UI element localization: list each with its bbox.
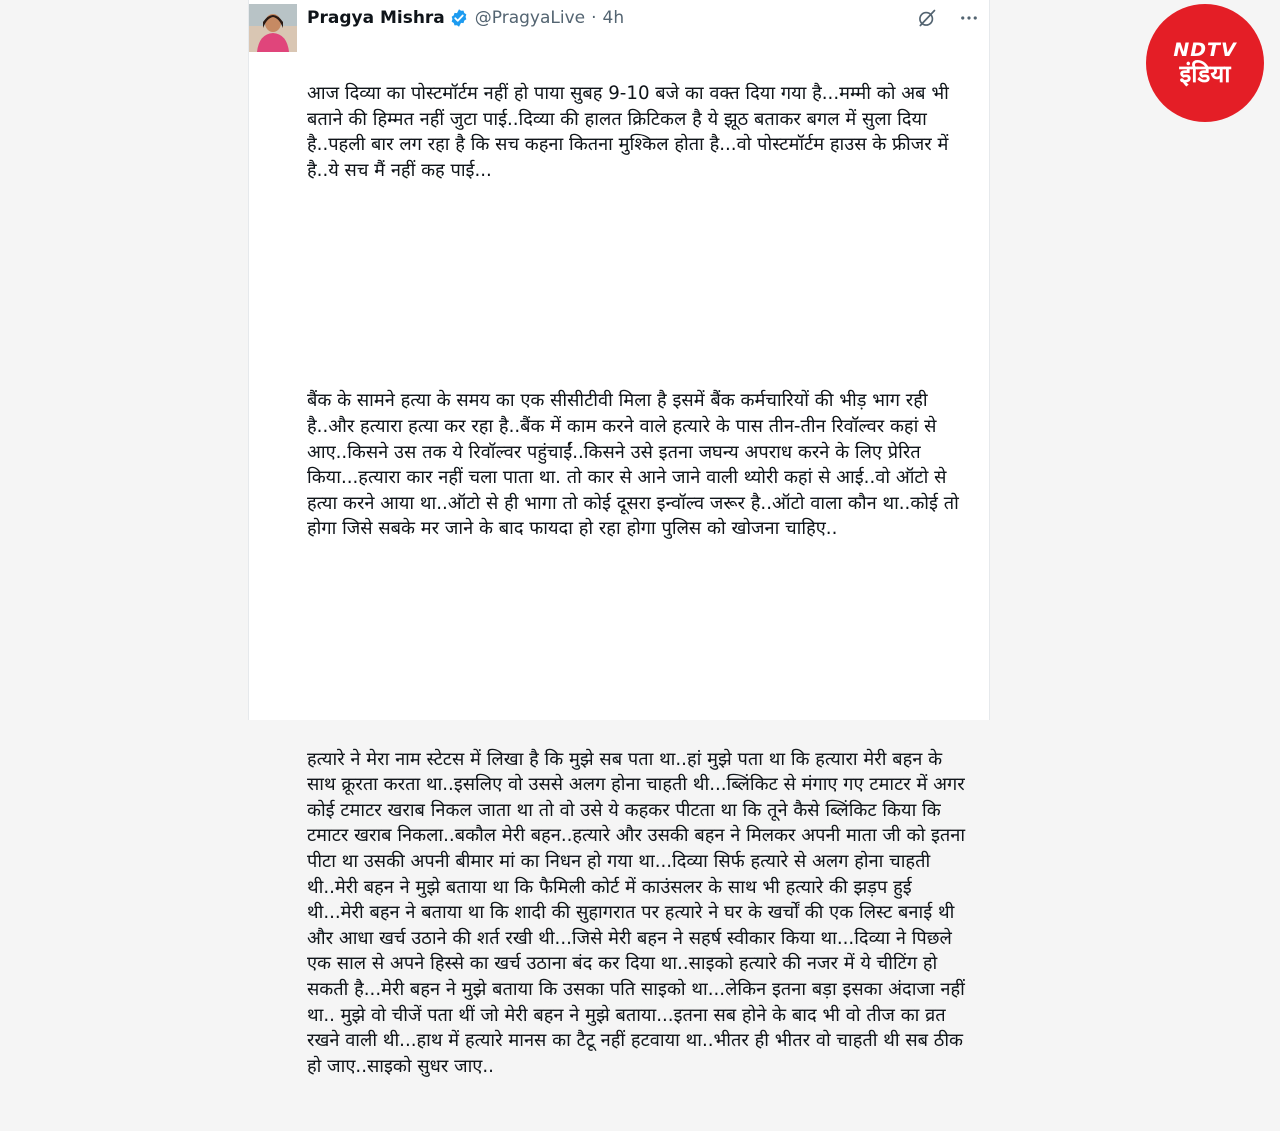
paragraph-gap [307, 593, 967, 619]
logo-text-top: NDTV [1173, 38, 1237, 61]
tweet-card [248, 0, 990, 1077]
tweet-header [307, 6, 979, 30]
ndtv-india-logo [1146, 4, 1264, 122]
header-actions [917, 8, 979, 28]
paragraph-gap [307, 312, 967, 338]
tweet-paragraph: हत्यारे ने मेरा नाम स्टेटस में लिखा है कि मुझे सब पता था..हां मुझे पता था कि हत्यारा मेरी बहन के साथ क्रूरता करता था..इसलिए वो उससे अलग होना चाहती थी...ब्लिंकिट से मंगाए गए टमाटर में अगर कोई टमाटर खराब निकल जाता था तो वो उसे ये कहकर पीटता था कि तूने कैसे ब्लिंकिट किया कि टमाटर खराब निकला..बकौल मेरी बहन..हत्यारे और उसकी बहन ने मिलकर अपनी माता जी को इतना पीटा था उसकी अपनी बीमार मां का निधन हो गया था...दिव्या सिर्फ हत्यारे से अलग होना चाहती थी..मेरी बहन ने मुझे बताया था कि फैमिली कोर्ट में काउंसलर के साथ भी हत्यारे की झड़प हुई थी...मेरी बहन ने बताया था कि शादी की सुहागरात पर हत्यारे ने घर के खर्चों की एक लिस्ट बनाई थी और आधा खर्च उठाने की शर्त रखी थी...जिसे मेरी बहन ने सहर्ष स्वीकार किया था...दिव्या ने पिछले एक साल से अपने हिस्से का खर्च उठाना बंद कर दिया था..साइको हत्यारे की नजर में ये चीटिंग हो सकती है...मेरी बहन ने मुझे बताया कि उसका पति साइको था...लेकिन इतना बड़ा इसका अंदाजा नहीं था.. मुझे वो चीजें पता थीं जो मेरी बहन ने मुझे बताया...इतना सब होने के बाद भी वो तीज का व्रत रखने वाली थी...हाथ में हत्यारे मानस का टैटू नहीं हटवाया था..भीतर ही भीतर वो चाहती थी सब ठीक हो जाए..साइको सुधर जाए.. [307, 748, 971, 1077]
author-avatar[interactable] [249, 4, 297, 52]
tweet-paragraph: बैंक के सामने हत्या के समय का एक सीसीटीवी मिला है इसमें बैंक कर्मचारियों की भीड़ भाग रही है..और हत्यारा हत्या कर रहा है..बैंक में काम करने वाले हत्यारे के पास तीन-तीन रिवॉल्वर कहां से आए..किसने उस तक ये रिवॉल्वर पहुंचाईं..किसने उसे इतना जघन्य अपराध करने के लिए प्रेरित किया...हत्यारा कार नहीं चला पाता था. तो कार से आने जाने वाली थ्योरी कहां से आई..वो ऑटो से हत्या करने आया था..ऑटो से ही भागा तो कोई दूसरा इन्वॉल्व जरूर है..ऑटो वाला कौन था..कोई तो होगा जिसे सबके मर जाने के बाद फायदा हो रहा होगा पुलिस को खोजना चाहिए.. [307, 390, 965, 540]
paragraph-gap [307, 670, 967, 696]
verified-badge-icon [449, 8, 469, 28]
separator-dot: · [591, 8, 597, 28]
paragraph-gap [307, 235, 967, 261]
author-handle[interactable]: @PragyaLive [474, 8, 586, 28]
tweet-timestamp[interactable]: 4h [602, 8, 625, 28]
logo-text-bottom: इंडिया [1179, 59, 1231, 88]
grok-icon[interactable] [917, 8, 937, 28]
tweet-text [307, 30, 971, 1131]
author-name[interactable]: Pragya Mishra [307, 8, 445, 28]
more-options-icon[interactable] [959, 8, 979, 28]
tweet-paragraph: आज दिव्या का पोस्टमॉर्टम नहीं हो पाया सुबह 9-10 बजे का वक्त दिया गया है...मम्मी को अब भी बताने की हिम्मत नहीं जुटा पाई..दिव्या की हालत क्रिटिकल है ये झूठ बताकर बगल में सुला दिया है..पहली बार लग रहा है कि सच कहना कितना मुश्किल होता है...वो पोस्टमॉर्टम हाउस के फ्रीजर में है..ये सच मैं नहीं कह पाई... [307, 83, 955, 181]
